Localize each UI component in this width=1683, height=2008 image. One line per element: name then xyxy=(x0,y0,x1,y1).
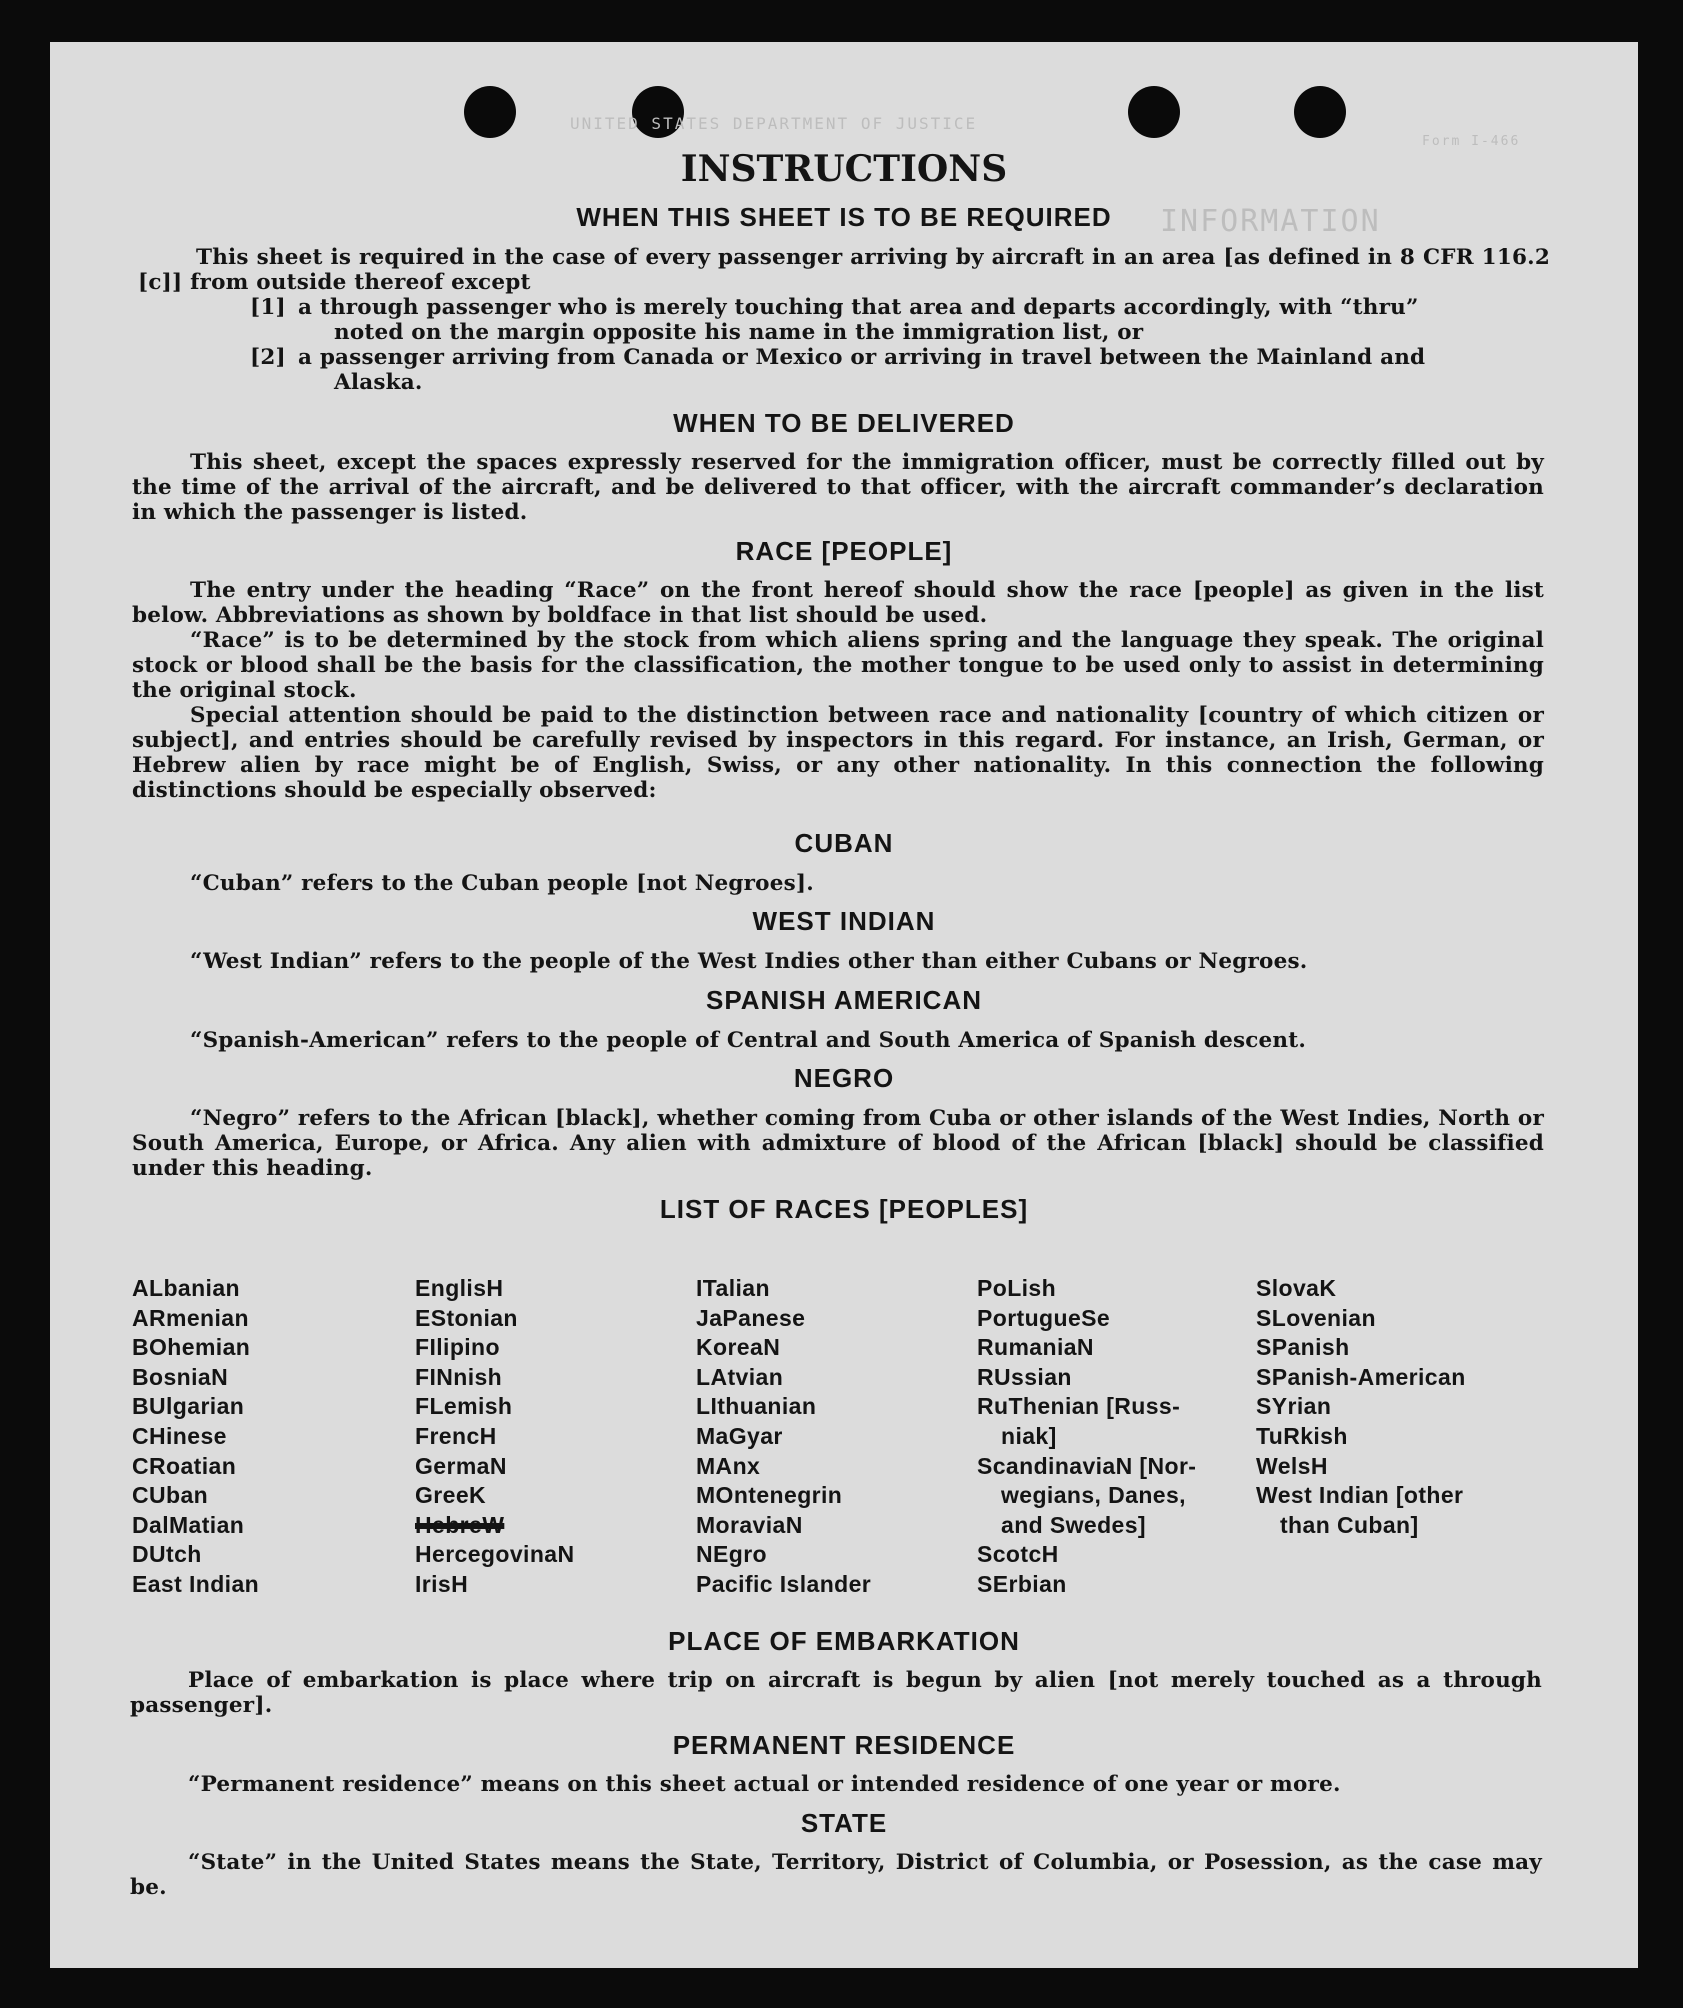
section-heading-negro: NEGRO xyxy=(793,1063,895,1093)
race-item: ITalian xyxy=(696,1275,770,1301)
section-heading-list-of-races: LIST OF RACES [PEOPLES] xyxy=(659,1194,1029,1224)
race-item: LAtvian xyxy=(696,1363,784,1390)
section-heading-required: WHEN THIS SHEET IS TO BE REQUIRED xyxy=(576,202,1112,232)
section-heading-delivered: WHEN TO BE DELIVERED xyxy=(673,408,1015,438)
race-column-1 xyxy=(132,1274,412,1600)
bleed-through-text: Form I-466 xyxy=(1422,134,1521,149)
required-intro: This sheet is required in the case of every passenger arriving by aircraft in an area [as defined in 8 CFR 116.2 [c]] from outside thereof except xyxy=(138,245,1550,295)
state-text: “State” in the United States means the State, Territory, District of Columbia, or Posession, as the case may be. xyxy=(130,1850,1542,1900)
section-heading-state: STATE xyxy=(800,1808,888,1838)
race-item: HercegovinaN xyxy=(415,1541,575,1568)
race-item: ScandinaviaN [Nor- xyxy=(977,1452,1197,1479)
race-column-2 xyxy=(415,1274,695,1600)
section-heading-west-indian: WEST INDIAN xyxy=(752,906,936,936)
race-item: CRoatian xyxy=(132,1452,237,1479)
race-item-continued: wegians, Danes, xyxy=(1001,1482,1186,1509)
section-heading-embarkation: PLACE OF EMBARKATION xyxy=(668,1626,1020,1656)
race-item: East Indian xyxy=(132,1570,260,1597)
race-item: WelsH xyxy=(1256,1452,1328,1479)
race-item: RUssian xyxy=(977,1363,1072,1390)
race-item: FrencH xyxy=(415,1422,497,1449)
race-item: IrisH xyxy=(415,1570,469,1597)
bleed-through-text: INFORMATION xyxy=(1160,204,1381,239)
race-item: FINnish xyxy=(415,1363,503,1390)
race-item: Pacific Islander xyxy=(696,1570,872,1597)
race-column-4 xyxy=(977,1274,1257,1600)
race-item: KoreaN xyxy=(696,1334,781,1361)
race-item: RumaniaN xyxy=(977,1334,1094,1361)
race-item: NEgro xyxy=(696,1541,767,1568)
race-item: FIlipino xyxy=(415,1334,500,1361)
exception-2 xyxy=(250,345,1544,395)
race-item-continued: and Swedes] xyxy=(1001,1511,1146,1538)
exception-text: Alaska. xyxy=(334,370,423,395)
race-item: SLovenian xyxy=(1256,1304,1376,1331)
race-item: DUtch xyxy=(132,1541,202,1568)
race-column-5 xyxy=(1256,1274,1556,1540)
race-paragraph-2: “Race” is to be determined by the stock from which aliens spring and the language they speak. The original stock or blood shall be the basis for the classification, the mother tongue to be used only to assist in determining the original stock. xyxy=(132,628,1544,703)
race-item: GreeK xyxy=(415,1482,487,1509)
residence-text: “Permanent residence” means on this sheet actual or intended residence of one year or more. xyxy=(188,1772,1341,1797)
race-item: ScotcH xyxy=(977,1541,1059,1568)
race-item: SErbian xyxy=(977,1570,1067,1597)
race-item: CHinese xyxy=(132,1422,227,1449)
race-item: ALbanian xyxy=(132,1275,240,1301)
race-item: MaGyar xyxy=(696,1422,783,1449)
exception-number: [1] xyxy=(250,295,286,320)
delivered-text: This sheet, except the spaces expressly reserved for the immigration officer, must be correctly filled out by the time of the arrival of the aircraft, and be delivered to that officer, with the aircraft commander’s declaration in which the passenger is listed. xyxy=(132,450,1544,525)
race-item: West Indian [other xyxy=(1256,1482,1464,1509)
exception-number: [2] xyxy=(250,345,286,370)
section-heading-race: RACE [PEOPLE] xyxy=(735,536,953,566)
cuban-text: “Cuban” refers to the Cuban people [not Negroes]. xyxy=(190,871,814,896)
race-item: GermaN xyxy=(415,1452,507,1479)
negro-text: “Negro” refers to the African [black], whether coming from Cuba or other islands of the West Indies, North or South America, Europe, or Africa. Any alien with admixture of blood of the African [black] should be classified under this heading. xyxy=(132,1106,1544,1181)
race-item: RuThenian [Russ- xyxy=(977,1393,1181,1420)
race-item: SlovaK xyxy=(1256,1275,1337,1301)
race-item: BUlgarian xyxy=(132,1393,245,1420)
race-item: BosniaN xyxy=(132,1363,229,1390)
race-item-continued: niak] xyxy=(1001,1422,1057,1449)
race-item: PortugueSe xyxy=(977,1304,1111,1331)
race-item: BOhemian xyxy=(132,1334,251,1361)
punch-hole xyxy=(464,86,516,138)
west-indian-text: “West Indian” refers to the people of the West Indies other than either Cubans or Negroes. xyxy=(190,949,1308,974)
exception-text: noted on the margin opposite his name in the immigration list, or xyxy=(334,320,1144,345)
race-item-continued: than Cuban] xyxy=(1280,1511,1419,1538)
section-heading-residence: PERMANENT RESIDENCE xyxy=(672,1730,1016,1760)
race-item: TuRkish xyxy=(1256,1422,1348,1449)
race-item: DalMatian xyxy=(132,1511,245,1538)
embarkation-text: Place of embarkation is place where trip on aircraft is begun by alien [not merely touched as a through passenger]. xyxy=(130,1668,1542,1718)
exception-text: a passenger arriving from Canada or Mexico or arriving in travel between the Mainland and xyxy=(298,345,1426,370)
punch-hole xyxy=(1294,86,1346,138)
page-title: INSTRUCTIONS xyxy=(680,148,1008,190)
race-item: ARmenian xyxy=(132,1304,249,1331)
race-item: MOntenegrin xyxy=(696,1482,843,1509)
race-item: EnglisH xyxy=(415,1275,504,1301)
punch-hole xyxy=(1128,86,1180,138)
race-item-struck: HebreW xyxy=(415,1511,505,1538)
spanish-american-text: “Spanish-American” refers to the people of Central and South America of Spanish descent. xyxy=(190,1028,1307,1053)
exception-text: a through passenger who is merely touching that area and departs accordingly, with “thru” xyxy=(298,295,1419,320)
race-item: FLemish xyxy=(415,1393,513,1420)
race-item: MoraviaN xyxy=(696,1511,803,1538)
race-item: SPanish-American xyxy=(1256,1363,1466,1390)
race-item: JaPanese xyxy=(696,1304,806,1331)
race-item: SYrian xyxy=(1256,1393,1332,1420)
race-item: MAnx xyxy=(696,1452,761,1479)
section-heading-spanish-american: SPANISH AMERICAN xyxy=(705,985,982,1015)
race-item: LIthuanian xyxy=(696,1393,817,1420)
race-item: CUban xyxy=(132,1482,209,1509)
race-paragraph-3: Special attention should be paid to the distinction between race and nationality [country of which citizen or subject], and entries should be carefully revised by inspectors in this regard. For instance, an Irish, German, or Hebrew alien by race might be of English, Swiss, or any other nationality. In this connection the following distinctions should be especially observed: xyxy=(132,703,1544,803)
race-item: PoLish xyxy=(977,1275,1057,1301)
race-column-3 xyxy=(696,1274,976,1600)
bleed-through-text: UNITED STATES DEPARTMENT OF JUSTICE xyxy=(570,114,978,133)
race-item: EStonian xyxy=(415,1304,518,1331)
document-page xyxy=(50,42,1638,1968)
race-item: SPanish xyxy=(1256,1334,1350,1361)
race-paragraph-1: The entry under the heading “Race” on the front hereof should show the race [people] as given in the list below. Abbreviations as shown by boldface in that list should be used. xyxy=(132,578,1544,628)
section-heading-cuban: CUBAN xyxy=(794,828,894,858)
exception-1 xyxy=(250,295,1544,345)
